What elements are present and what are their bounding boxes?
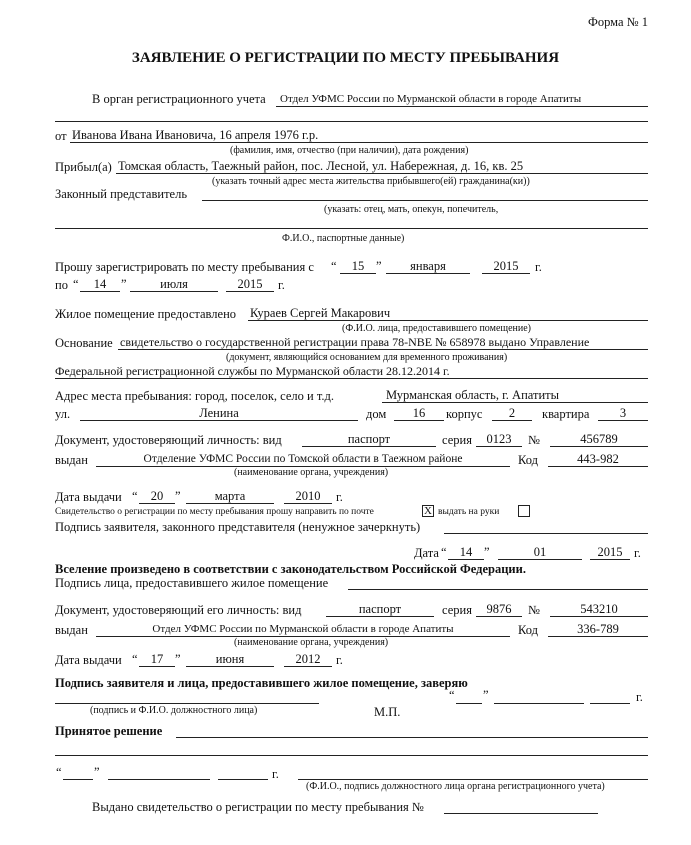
from-hint: (фамилия, имя, отчество (при наличии), дата рождения) [230, 145, 469, 156]
from-month-line [386, 273, 470, 274]
doc1-series-line [476, 446, 522, 447]
year-suffix: г. [336, 653, 343, 667]
house-label: дом [366, 407, 387, 421]
quote-close: ” [483, 688, 489, 702]
to-month-line [130, 291, 218, 292]
basis-hint: (документ, являющийся основанием для временного проживания) [226, 352, 508, 363]
doc2-month[interactable]: июня [215, 652, 245, 666]
from-value[interactable]: Иванова Ивана Ивановича, 16 апреля 1976 г.р. [72, 128, 319, 142]
street-value[interactable]: Ленина [199, 406, 239, 420]
quote-close: ” [94, 765, 100, 779]
certify-hint: (подпись и Ф.И.О. должностного лица) [90, 705, 258, 716]
cert-text: Свидетельство о регистрации по месту пребывания прошу направить по почте [55, 507, 374, 517]
request-to-month[interactable]: июля [160, 277, 188, 291]
year-suffix: г. [336, 490, 343, 504]
address-line [382, 402, 648, 403]
basis-value-1[interactable]: свидетельство о государственной регистрации права 78-NBE № 658978 выдано Управление [120, 335, 590, 349]
doc2-code-line [548, 636, 648, 637]
quote-open: “ [331, 259, 337, 273]
doc1-month[interactable]: марта [214, 489, 246, 503]
street-label: ул. [55, 407, 71, 421]
doc2-issued-label: выдан [55, 623, 88, 637]
doc1-no-label: № [528, 433, 540, 447]
decision-month-line[interactable] [108, 779, 210, 780]
street-line [80, 420, 358, 421]
apt-value[interactable]: 3 [619, 406, 627, 420]
certify-month-line[interactable] [494, 703, 584, 704]
apt-label: квартира [542, 407, 590, 421]
organ-line-2 [55, 121, 648, 122]
doc2-type[interactable]: паспорт [358, 602, 402, 616]
decision-line-1[interactable] [176, 737, 648, 738]
request-from-day[interactable]: 15 [351, 259, 365, 273]
basis-line-2 [55, 378, 648, 379]
date1-month-line [498, 559, 582, 560]
basis-value-2[interactable]: Федеральной регистрационной службы по Мурманской области 28.12.2014 г. [55, 364, 450, 378]
doc2-no-label: № [528, 603, 540, 617]
quote-close: ” [121, 277, 127, 291]
form-number: Форма № 1 [588, 15, 648, 29]
decision-line-2[interactable] [55, 755, 648, 756]
doc1-issued-by[interactable]: Отделение УФМС России по Томской области в Таежном районе [143, 453, 463, 465]
decision-year-line[interactable] [218, 779, 268, 780]
doc1-number-line [550, 446, 648, 447]
from-day-line [340, 273, 376, 274]
settle-sign-label: Подпись лица, предоставившего жилое помещение [55, 576, 329, 590]
legal-rep-hint-1: (указать: отец, мать, опекун, попечитель, [324, 204, 499, 215]
decision-hint: (Ф.И.О., подпись должностного лица органа регистрационного учета) [306, 781, 605, 792]
korpus-line [492, 420, 532, 421]
korpus-label: корпус [446, 407, 483, 421]
doc1-day-line [139, 503, 175, 504]
doc2-year-line [284, 666, 332, 667]
decision-sign-line[interactable] [298, 779, 648, 780]
certify-day-line[interactable] [456, 703, 482, 704]
date1-day-line [448, 559, 484, 560]
quote-close: ” [175, 489, 181, 503]
doc1-number[interactable]: 456789 [580, 432, 618, 446]
quote-open: “ [132, 652, 138, 666]
document-title: ЗАЯВЛЕНИЕ О РЕГИСТРАЦИИ ПО МЕСТУ ПРЕБЫВАНИЯ [131, 50, 560, 66]
house-value[interactable]: 16 [412, 406, 426, 420]
decision-day-line[interactable] [63, 779, 93, 780]
doc2-day[interactable]: 17 [150, 652, 164, 666]
arrived-value[interactable]: Томская область, Таежный район, пос. Лесной, ул. Набережная, д. 16, кв. 25 [118, 159, 524, 173]
certify-text: Подпись заявителя и лица, предоставившего жилое помещение, заверяю [55, 676, 468, 690]
year-suffix: г. [272, 767, 279, 781]
quote-open: “ [56, 765, 62, 779]
doc2-day-line [139, 666, 175, 667]
legal-rep-label: Законный представитель [55, 187, 188, 201]
applicant-sign-label: Подпись заявителя, законного представителя (ненужное зачеркнуть) [55, 520, 421, 534]
date1-day[interactable]: 14 [459, 545, 473, 559]
year-suffix: г. [634, 546, 641, 560]
year-suffix: г. [535, 260, 542, 274]
settle-sign-line[interactable] [348, 589, 648, 590]
quote-open: “ [441, 545, 447, 559]
date1-month[interactable]: 01 [533, 545, 547, 559]
doc1-issued-label: выдан [55, 453, 88, 467]
request-to-day[interactable]: 14 [93, 277, 107, 291]
request-text: Прошу зарегистрировать по месту пребывания с [55, 260, 314, 274]
year-suffix: г. [636, 690, 643, 704]
quote-open: “ [73, 277, 79, 291]
decision-label: Принятое решение [55, 724, 163, 738]
issued-cert-label: Выдано свидетельство о регистрации по месту пребывания № [92, 800, 424, 814]
doc1-year[interactable]: 2010 [295, 489, 321, 503]
doc2-label: Документ, удостоверяющий его личность: вид [55, 603, 302, 617]
housing-line [248, 320, 648, 321]
date1-label: Дата [414, 546, 439, 560]
request-from-month[interactable]: января [410, 259, 446, 273]
date1-year-line [590, 559, 630, 560]
doc2-number[interactable]: 543210 [580, 602, 618, 616]
arrived-hint: (указать точный адрес места жительства прибывшего(ей) гражданина(ки)) [212, 176, 530, 187]
arrived-label: Прибыл(а) [55, 160, 112, 174]
stamp-place: М.П. [374, 705, 401, 719]
cert-by-hand-checkbox[interactable] [518, 505, 530, 517]
doc1-year-line [284, 503, 332, 504]
doc1-day[interactable]: 20 [150, 489, 164, 503]
doc2-code-label: Код [518, 623, 538, 637]
doc1-code-label: Код [518, 453, 538, 467]
doc2-issued-by[interactable]: Отдел УФМС России по Мурманской области в городе Апатиты [152, 623, 454, 635]
applicant-sign-line[interactable] [444, 533, 648, 534]
from-line [70, 142, 648, 143]
doc2-series-label: серия [442, 603, 472, 617]
doc1-series-label: серия [442, 433, 472, 447]
housing-label: Жилое помещение предоставлено [55, 307, 237, 321]
doc2-hint: (наименование органа, учреждения) [234, 637, 389, 648]
from-label: от [55, 129, 67, 143]
doc1-code-line [548, 466, 648, 467]
doc2-code[interactable]: 336-789 [577, 622, 619, 636]
house-line [394, 420, 444, 421]
address-value[interactable]: Мурманская область, г. Апатиты [386, 388, 559, 402]
from-year-line [482, 273, 530, 274]
to-year-line [226, 291, 274, 292]
organ-value[interactable]: Отдел УФМС России по Мурманской области в городе Апатиты [280, 93, 582, 105]
doc1-month-line [186, 503, 274, 504]
basis-label: Основание [55, 336, 113, 350]
doc1-date-label: Дата выдачи [55, 490, 122, 504]
doc2-type-line [326, 616, 434, 617]
doc2-series-line [476, 616, 522, 617]
doc2-series[interactable]: 9876 [486, 602, 512, 616]
organ-label: В орган регистрационного учета [92, 92, 266, 106]
quote-open: “ [132, 489, 138, 503]
request-to-year[interactable]: 2015 [237, 277, 263, 291]
housing-value[interactable]: Кураев Сергей Макарович [250, 306, 391, 320]
doc1-type[interactable]: паспорт [347, 432, 391, 446]
request-to-label: по [55, 278, 68, 292]
korpus-value[interactable]: 2 [508, 406, 516, 420]
cert-by-mail-checkbox[interactable]: X [422, 505, 434, 517]
address-label: Адрес места пребывания: город, поселок, село и т.д. [55, 389, 334, 403]
doc2-date-label: Дата выдачи [55, 653, 122, 667]
doc2-month-line [186, 666, 274, 667]
apt-line [598, 420, 648, 421]
year-suffix: г. [278, 278, 285, 292]
legal-rep-line[interactable] [202, 200, 648, 201]
quote-open: “ [449, 688, 455, 702]
quote-close: ” [484, 545, 490, 559]
settle-text: Вселение произведено в соответствии с законодательством Российской Федерации. [55, 562, 526, 576]
doc1-hint: (наименование органа, учреждения) [234, 467, 389, 478]
organ-line [276, 106, 648, 107]
certify-sign-line[interactable] [55, 703, 319, 704]
quote-close: ” [376, 259, 382, 273]
certify-year-line[interactable] [590, 703, 630, 704]
request-from-year[interactable]: 2015 [493, 259, 519, 273]
arrived-line [116, 173, 648, 174]
date1-year[interactable]: 2015 [597, 545, 623, 559]
housing-hint: (Ф.И.О. лица, предоставившего помещение) [342, 323, 531, 334]
cert-hand-label: выдать на руки [438, 507, 500, 517]
doc1-code[interactable]: 443-982 [577, 452, 619, 466]
quote-close: ” [175, 652, 181, 666]
basis-line-1 [118, 349, 648, 350]
doc1-series[interactable]: 0123 [486, 432, 512, 446]
doc1-type-line [302, 446, 436, 447]
legal-rep-hint-2: Ф.И.О., паспортные данные) [282, 233, 405, 244]
issued-cert-line[interactable] [444, 813, 598, 814]
doc2-number-line [550, 616, 648, 617]
doc1-label: Документ, удостоверяющий личность: вид [55, 433, 282, 447]
doc2-year[interactable]: 2012 [295, 652, 321, 666]
legal-rep-line-2[interactable] [55, 228, 648, 229]
to-day-line [80, 291, 120, 292]
